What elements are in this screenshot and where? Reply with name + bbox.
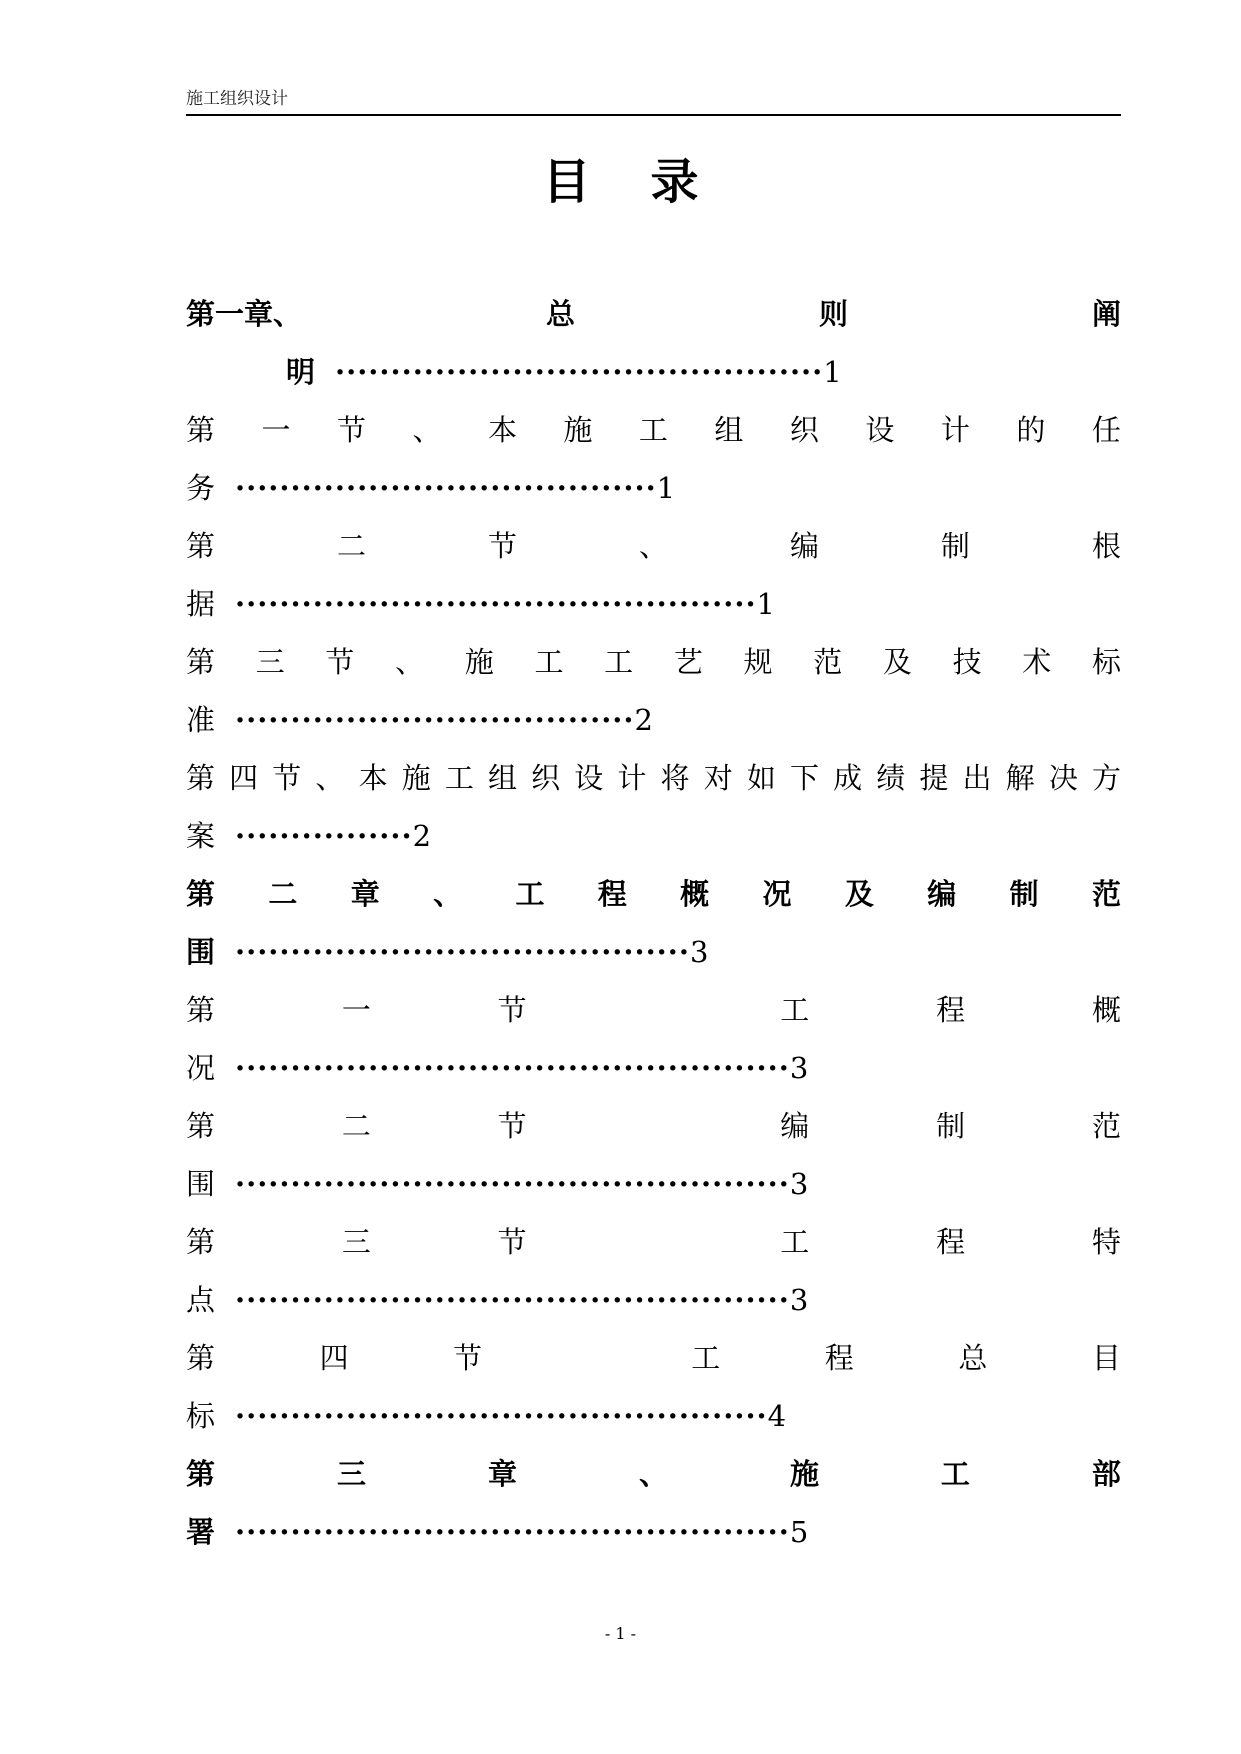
toc-entry-char: 任 [1091, 413, 1121, 447]
toc-entry-char: 设 [865, 413, 895, 447]
toc-entry-char: 计 [940, 413, 970, 447]
toc-entry-char: 第 [186, 645, 216, 679]
toc-page-number: 4 [767, 1399, 787, 1433]
toc-entry-char: 成 [833, 761, 863, 795]
toc-entry-line2 [186, 930, 1121, 988]
toc-entry-tail: 署 [186, 1515, 216, 1549]
toc-entry-char: 节 [497, 1225, 527, 1259]
toc-entry-char: 、 [638, 1457, 668, 1491]
toc-entry-line2 [186, 466, 1121, 524]
toc-entry-line2 [186, 1278, 1121, 1336]
toc-entry-char: 范 [1091, 1109, 1121, 1143]
toc-entry-char: 章 [487, 1457, 517, 1491]
toc-entry-char: 概 [680, 877, 710, 911]
toc-page-number: 1 [823, 355, 842, 389]
toc-entry-char: 工 [444, 761, 474, 795]
toc-entry[interactable] [186, 292, 1121, 408]
leader-dots: ················ [235, 819, 413, 853]
toc-entry-char: 、 [395, 645, 425, 679]
toc-entry-char: 施 [464, 645, 494, 679]
toc-entry-tail: 案 [186, 819, 216, 853]
toc-entry-char: 绩 [876, 761, 906, 795]
toc-entry-char: 三 [341, 1225, 371, 1259]
toc-entry-char: 第 [186, 529, 216, 563]
toc-entry-char: 第 [186, 1457, 216, 1491]
toc-entry-char: 第 [186, 413, 216, 447]
toc-entry-char: 施 [789, 1457, 819, 1491]
toc-page-number: 3 [789, 1283, 809, 1317]
table-of-contents [186, 292, 1121, 1568]
toc-entry-char: 程 [597, 877, 627, 911]
toc-entry-char: 艺 [673, 645, 703, 679]
toc-entry-char: 织 [789, 413, 819, 447]
toc-entry-char: 、 [433, 877, 463, 911]
toc-entry-char: 第 [186, 993, 216, 1027]
toc-entry-char: 设 [574, 761, 604, 795]
toc-entry-char: 编 [789, 529, 819, 563]
toc-entry[interactable] [186, 1104, 1121, 1220]
toc-entry-char: 术 [1022, 645, 1052, 679]
toc-entry-char: 节 [272, 761, 302, 795]
toc-page-number: 2 [634, 703, 653, 737]
toc-entry-char: 程 [936, 993, 966, 1027]
toc-page-number: 5 [789, 1515, 809, 1549]
toc-page-number: 1 [656, 471, 676, 505]
toc-entry-char: 工 [515, 877, 545, 911]
toc-entry[interactable] [186, 872, 1121, 988]
toc-entry-char: 概 [1091, 993, 1121, 1027]
toc-entry-char: 二 [336, 529, 366, 563]
toc-entry-char: 一 [341, 993, 371, 1027]
toc-entry-char: 工 [534, 645, 564, 679]
toc-entry-char: 则 [818, 297, 848, 331]
toc-entry-char: 二 [341, 1109, 371, 1143]
toc-entry-char: 第 [186, 1225, 216, 1259]
toc-entry-line1 [186, 1452, 1121, 1510]
toc-entry-char: 节 [325, 645, 355, 679]
toc-entry-char: 织 [531, 761, 561, 795]
toc-entry-char: 程 [824, 1341, 854, 1375]
toc-page-number: 1 [756, 587, 775, 621]
toc-entry-char: 本 [358, 761, 388, 795]
toc-page-number: 3 [789, 1167, 809, 1201]
toc-entry-char: 工 [691, 1341, 721, 1375]
toc-entry-line2 [186, 1162, 1121, 1220]
toc-entry-char: 节 [497, 993, 527, 1027]
toc-entry-line1 [186, 872, 1121, 930]
toc-entry-char: 特 [1091, 1225, 1121, 1259]
toc-entry-char: 对 [703, 761, 733, 795]
page-header [186, 88, 1121, 116]
toc-entry[interactable] [186, 1336, 1121, 1452]
toc-entry-tail: 标 [186, 1399, 216, 1433]
leader-dots: ·················································· [235, 1283, 790, 1317]
toc-entry-line2 [186, 1046, 1121, 1104]
toc-entry-char: 工 [604, 645, 634, 679]
toc-entry[interactable] [186, 988, 1121, 1104]
toc-entry-char: 如 [746, 761, 776, 795]
toc-entry-char: 第 [186, 877, 216, 911]
toc-entry-char: 解 [1005, 761, 1035, 795]
toc-entry[interactable] [186, 1220, 1121, 1336]
toc-entry-char: 将 [660, 761, 690, 795]
toc-entry-char: 一 [261, 413, 291, 447]
toc-entry-char: 目 [1091, 1341, 1121, 1375]
toc-entry-char: 、 [315, 761, 345, 795]
toc-entry-tail: 围 [186, 1167, 216, 1201]
toc-entry-tail: 围 [186, 935, 216, 969]
toc-entry-char: 节 [497, 1109, 527, 1143]
toc-entry-char: 制 [940, 529, 970, 563]
leader-dots: ···································· [235, 703, 635, 737]
toc-entry-char: 的 [1016, 413, 1046, 447]
toc-entry-char: 节 [487, 529, 517, 563]
toc-entry-char: 组 [487, 761, 517, 795]
toc-entry-tail: 据 [186, 587, 216, 621]
toc-page-number: 3 [789, 1051, 809, 1085]
toc-entry-char: 部 [1091, 1457, 1121, 1491]
toc-entry-char: 制 [1009, 877, 1039, 911]
toc-entry-char: 节 [453, 1341, 483, 1375]
toc-entry-line1 [186, 988, 1121, 1046]
leader-dots: ··············································· [235, 587, 757, 621]
toc-entry-char: 工 [780, 993, 810, 1027]
toc-entry-line1 [186, 1104, 1121, 1162]
toc-entry-char: 阐 [1091, 297, 1121, 331]
toc-entry-line2 [186, 814, 1121, 872]
leader-dots: ·················································· [235, 1167, 790, 1201]
toc-entry[interactable] [186, 640, 1121, 756]
leader-dots: ······································ [235, 471, 657, 505]
toc-entry-char: 编 [927, 877, 957, 911]
toc-entry-char: 组 [714, 413, 744, 447]
toc-entry-char: 、 [412, 413, 442, 447]
toc-entry-tail: 明 [286, 355, 316, 389]
toc-entry-line2 [186, 698, 1121, 756]
toc-entry-char: 四 [319, 1341, 349, 1375]
leader-dots: ·················································· [235, 1051, 790, 1085]
toc-entry-char: 第一章、 [186, 297, 303, 331]
toc-entry-char: 施 [401, 761, 431, 795]
toc-entry-char: 技 [952, 645, 982, 679]
toc-entry-char: 规 [743, 645, 773, 679]
toc-entry-char: 工 [780, 1225, 810, 1259]
toc-entry-char: 第 [186, 1341, 216, 1375]
toc-entry-line1 [186, 1220, 1121, 1278]
toc-title: 目录 [542, 154, 759, 210]
toc-entry-line1 [186, 292, 1121, 350]
toc-entry-tail: 准 [186, 703, 216, 737]
toc-entry-char: 、 [638, 529, 668, 563]
toc-page-number: 2 [412, 819, 432, 853]
toc-page-number: 3 [689, 935, 709, 969]
toc-entry-char: 提 [919, 761, 949, 795]
leader-dots: ·················································· [235, 1515, 790, 1549]
toc-entry-char: 方 [1091, 761, 1121, 795]
toc-entry-char: 下 [789, 761, 819, 795]
toc-entry-char: 工 [638, 413, 668, 447]
toc-entry-char: 总 [545, 297, 575, 331]
toc-entry-tail: 务 [186, 471, 216, 505]
toc-entry-char: 及 [844, 877, 874, 911]
toc-entry-line1 [186, 640, 1121, 698]
toc-entry-char: 及 [882, 645, 912, 679]
page-number: - 1 - [604, 1624, 637, 1643]
toc-entry-char: 编 [780, 1109, 810, 1143]
toc-entry-char: 本 [487, 413, 517, 447]
toc-entry-line1 [186, 408, 1121, 466]
toc-entry-char: 标 [1091, 645, 1121, 679]
toc-entry[interactable] [186, 408, 1121, 524]
leader-dots: ········································· [235, 935, 690, 969]
toc-entry-char: 第 [186, 1109, 216, 1143]
leader-dots: ············································ [335, 355, 824, 389]
leader-dots: ················································ [235, 1399, 768, 1433]
toc-entry-char: 工 [940, 1457, 970, 1491]
toc-entry-char: 第 [186, 761, 216, 795]
toc-entry-line2 [186, 582, 1121, 640]
toc-entry-char: 程 [936, 1225, 966, 1259]
toc-entry-char: 范 [1091, 877, 1121, 911]
header-text: 施工组织设计 [186, 89, 288, 109]
toc-entry[interactable] [186, 1452, 1121, 1568]
toc-entry-char: 施 [563, 413, 593, 447]
toc-entry-char: 况 [762, 877, 792, 911]
toc-entry-char: 章 [350, 877, 380, 911]
toc-entry-line2 [186, 1394, 1121, 1452]
toc-entry-char: 三 [255, 645, 285, 679]
toc-entry-char: 制 [936, 1109, 966, 1143]
toc-entry-char: 计 [617, 761, 647, 795]
toc-entry-char: 根 [1091, 529, 1121, 563]
toc-entry-char: 范 [813, 645, 843, 679]
toc-entry-line2 [186, 350, 1121, 408]
toc-entry-char: 二 [268, 877, 298, 911]
toc-entry-char: 节 [336, 413, 366, 447]
toc-entry[interactable] [186, 524, 1121, 640]
toc-entry-line1 [186, 1336, 1121, 1394]
toc-entry-char: 决 [1048, 761, 1078, 795]
toc-entry-line1 [186, 524, 1121, 582]
toc-entry-char: 三 [336, 1457, 366, 1491]
toc-entry-char: 总 [958, 1341, 988, 1375]
toc-entry-line1 [186, 756, 1121, 814]
toc-entry-tail: 况 [186, 1051, 216, 1085]
toc-entry-char: 出 [962, 761, 992, 795]
toc-entry-line2 [186, 1510, 1121, 1568]
toc-entry-char: 四 [229, 761, 259, 795]
toc-entry-tail: 点 [186, 1283, 216, 1317]
toc-entry[interactable] [186, 756, 1121, 872]
